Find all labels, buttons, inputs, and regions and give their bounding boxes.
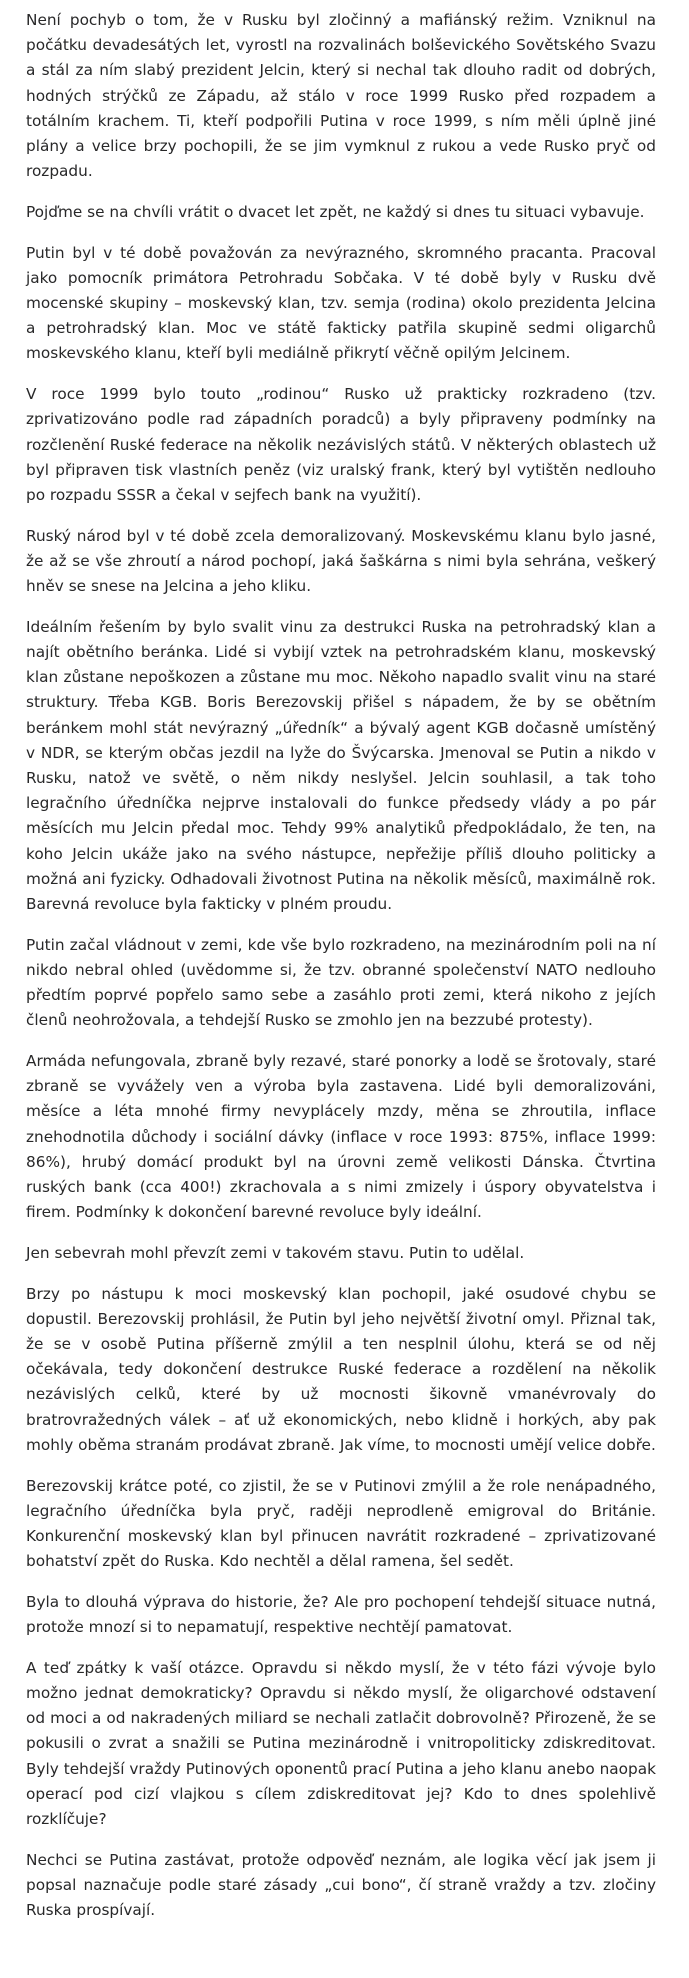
- paragraph: Brzy po nástupu k moci moskevský klan pochopil, jaké osudové chybu se dopustil. Berezovskij prohlásil, že Putin byl jeho největší životní omyl. Přiznal tak, že se v osobě Putina příšerně zmýlil a ten nesplnil úlohu, která se od něj očekávala, tedy dokončení destrukce Ruské federace a rozdělení na několik nezávislých celků, které by už mocnosti šikovně vmanévrovaly do bratrovražedných válek – ať už ekonomických, nebo klidně i horkých, aby pak mohly oběma stranám prodávat zbraně. Jak víme, to mocnosti umějí velice dobře.: [26, 1284, 656, 1454]
- paragraph: Putin začal vládnout v zemi, kde vše bylo rozkradeno, na mezinárodním poli na ní nikdo nebral ohled (uvědomme si, že tzv. obranné společenství NATO nedlouho předtím poprvé popřelo samo sebe a zasáhlo proti zemi, která nikoho z jejích členů neohrožovala, a tehdejší Rusko se zmohlo jen na bezzubé protesty).: [26, 935, 656, 1030]
- paragraph: Putin byl v té době považován za nevýrazného, skromného pracanta. Pracoval jako pomocník primátora Petrohradu Sobčaka. V té době byly v Rusku dvě mocenské skupiny – moskevský klan, tzv. semja (rodina) okolo prezidenta Jelcina a petrohradský klan. Moc ve státě fakticky patřila skupině sedmi oligarchů moskevského klanu, kteří byli mediálně přikrytí věčně opilým Jelcinem.: [26, 243, 656, 363]
- paragraph: Berezovskij krátce poté, co zjistil, že se v Putinovi zmýlil a že role nenápadného, legračního úředníčka byla pryč, raději neprodleně emigroval do Británie. Konkurenční moskevský klan byl přinucen navrátit rozkradené – zprivatizované bohatství zpět do Ruska. Kdo nechtěl a dělal ramena, šel sedět.: [26, 1476, 656, 1571]
- paragraph: Jen sebevrah mohl převzít zemi v takovém stavu. Putin to udělal.: [26, 1243, 525, 1262]
- paragraph: Ruský národ byl v té době zcela demoralizovaný. Moskevskému klanu bylo jasné, že až se vše zhroutí a národ pochopí, jaká šaškárna s nimi byla sehrána, veškerý hněv se snese na Jelcina a jeho kliku.: [26, 526, 656, 596]
- paragraph: A teď zpátky k vaší otázce. Opravdu si někdo myslí, že v této fázi vývoje bylo možno jednat demokraticky? Opravdu si někdo myslí, že oligarchové odstavení od moci a od nakradených miliard se nechali zatlačit dobrovolně? Přirozeně, že se pokusili o zvrat a snažili se Putina mezinárodně i vnitropoliticky zdiskreditovat. Byly tehdejší vraždy Putinových oponentů prací Putina a jeho klanu anebo naopak operací pod cizí vlajkou s cílem zdiskreditovat jej? Kdo to dnes spolehlivě rozklíčuje?: [26, 1658, 656, 1828]
- paragraph: Byla to dlouhá výprava do historie, že? Ale pro pochopení tehdejší situace nutná, protože mnozí si to nepamatují, respektive nechtějí pamatovat.: [26, 1592, 656, 1637]
- paragraph: Pojďme se na chvíli vrátit o dvacet let zpět, ne každý si dnes tu situaci vybavuje.: [26, 202, 645, 221]
- paragraph: Není pochyb o tom, že v Rusku byl zločinný a mafiánský režim. Vzniknul na počátku devadesátých let, vyrostl na rozvalinách bolševického Sovětského Svazu a stál za ním slabý prezident Jelcin, který si nechal tak dlouho radit od dobrých, hodných strýčků ze Západu, až stálo v roce 1999 Rusko před rozpadem a totálním krachem. Ti, kteří podpořili Putina v roce 1999, s ním měli úplně jiné plány a velice brzy pochopili, že se jim vymknul z rukou a vede Rusko pryč od rozpadu.: [26, 11, 656, 181]
- paragraph: V roce 1999 bylo touto „rodinou“ Rusko už prakticky rozkradeno (tzv. zprivatizováno podle rad západních poradců) a byly připraveny podmínky na rozčlenění Ruské federace na několik nezávislých států. V některých oblastech už byl připraven tisk vlastních peněz (viz uralský frank, který byl vytištěn nedlouho po rozpadu SSSR a čekal v sejfech bank na využití).: [26, 385, 656, 504]
- paragraph: Ideálním řešením by bylo svalit vinu za destrukci Ruska na petrohradský klan a najít obětního beránka. Lidé si vybijí vztek na petrohradském klanu, moskevský klan zůstane nepoškozen a zůstane mu moc. Někoho napadlo svalit vinu na staré struktury. Třeba KGB. Boris Berezovskij přišel s nápadem, že by se obětním beránkem mohl stát nevýrazný „úředník“ a bývalý agent KGB dočasně umístěný v NDR, se kterým občas jezdil na lyže do Švýcarska. Jmenoval se Putin a nikdo v Rusku, natož ve světě, o něm nikdy neslyšel. Jelcin souhlasil, a tak toho legračního úředníčka nejprve instalovali do funkce předsedy vlády a po pár měsících mu Jelcin předal moc. Tehdy 99% analytiků předpokládalo, že ten, na koho Jelcin ukáže jako na svého nástupce, nepřežije příliš dlouho politicky a možná ani fyzicky. Odhadovali životnost Putina na několik měsíců, maximálně rok. Barevná revoluce byla fakticky v plném proudu.: [26, 617, 656, 913]
- paragraph: Nechci se Putina zastávat, protože odpověď neznám, ale logika věcí jak jsem ji popsal naznačuje podle staré zásady „cui bono“, čí straně vraždy a tzv. zločiny Ruska prospívají.: [26, 1850, 656, 1920]
- article-body: [26, 8, 656, 1939]
- paragraph: Armáda nefungovala, zbraně byly rezavé, staré ponorky a lodě se šrotovaly, staré zbraně se vyvážely ven a výroba byla zastavena. Lidé byli demoralizováni, měsíce a léta mnohé firmy nevyplácely mzdy, měna se zhroutila, inflace znehodnotila důchody i sociální dávky (inflace v roce 1993: 875%, inflace 1999: 86%), hrubý domácí produkt byl na úrovni země velikosti Dánska. Čtvrtina ruských bank (cca 400!) zkrachovala a s nimi zmizely i úspory obyvatelstva i firem. Podmínky k dokončení barevné revoluce byly ideální.: [26, 1052, 656, 1222]
